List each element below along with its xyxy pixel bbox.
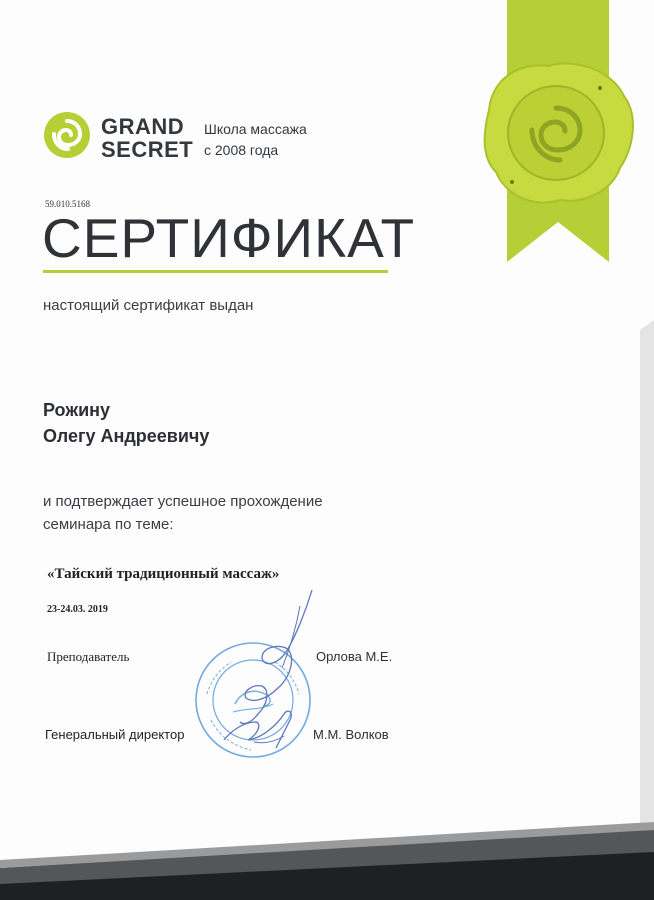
school-tagline-line2: с 2008 года [204, 142, 279, 158]
recipient-surname: Рожину [43, 400, 111, 420]
brand-name-line1: GRAND [101, 114, 185, 139]
certificate-title: СЕРТИФИКАТ [42, 207, 416, 269]
confirmation-line2: семинара по теме: [43, 516, 174, 533]
director-label: Генеральный директор [45, 727, 185, 742]
teacher-name: Орлова М.Е. [316, 649, 393, 664]
certificate-number: 59.010.5168 [45, 199, 90, 209]
recipient-name: Олегу Андреевичу [43, 426, 210, 446]
teacher-label: Преподаватель [47, 649, 130, 664]
brand-name-line2: SECRET [101, 137, 194, 162]
school-tagline-line1: Школа массажа [204, 121, 307, 137]
issued-to-text: настоящий сертификат выдан [43, 297, 254, 314]
director-name: М.М. Волков [313, 727, 389, 742]
seminar-dates: 23-24.03. 2019 [47, 604, 108, 615]
confirmation-line1: и подтверждает успешное прохождение [43, 493, 323, 510]
seminar-topic: «Тайский традиционный массаж» [47, 566, 280, 582]
